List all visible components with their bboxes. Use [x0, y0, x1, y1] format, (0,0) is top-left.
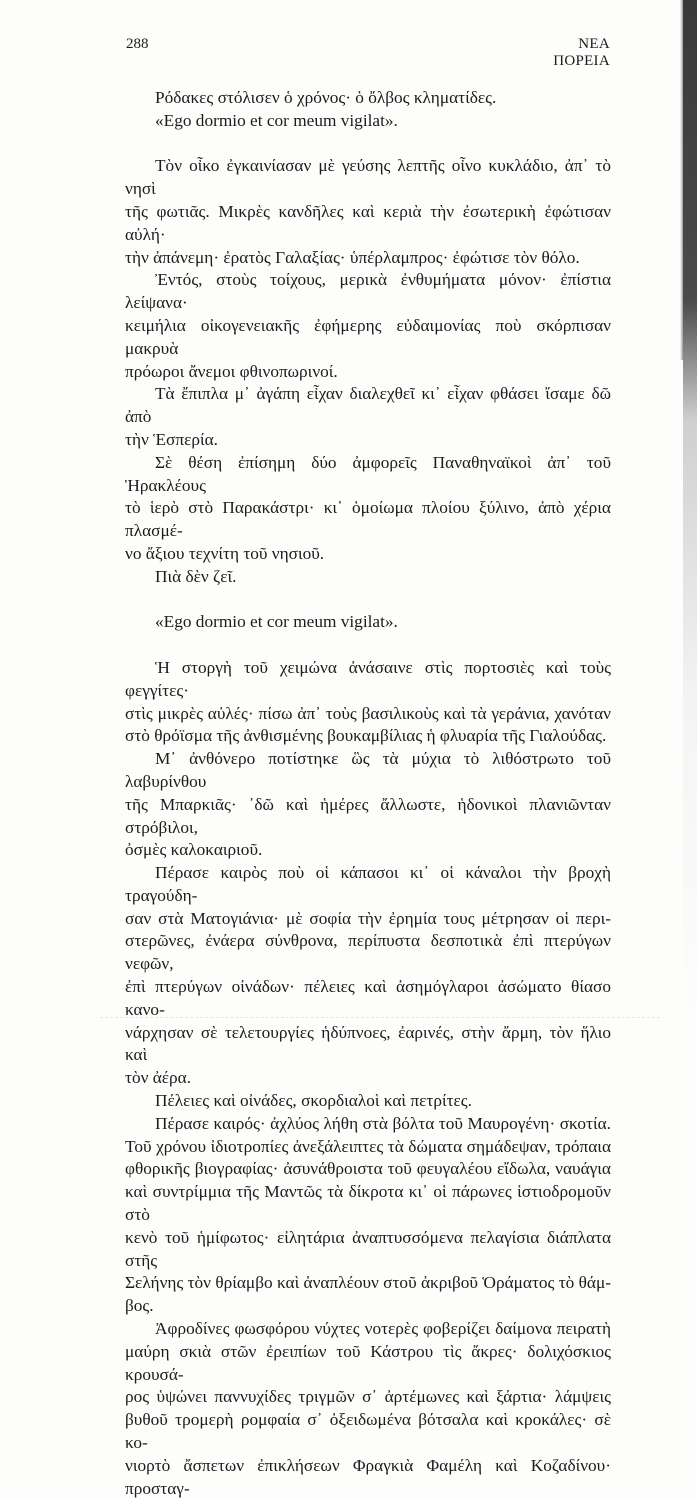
text-line: μαύρη σκιὰ στῶν ἐρειπίων τοῦ Κάστρου τὶς ἄκρες· δολιχόσκιος κρουσά-: [125, 1341, 611, 1384]
text-line: Ἐντός, στοὺς τοίχους, μερικὰ ἐνθυμήματα μόνον· ἐπίστια λείψανα·: [125, 270, 611, 313]
text-line: τὴν Ἑσπερία.: [125, 429, 218, 449]
text-line: Μ᾽ ἀνθόνερο ποτίστηκε ὣς τὰ μύχια τὸ λιθόστρωτο τοῦ λαβυρίνθου: [125, 749, 611, 791]
text-line: Πέρασε καιρὸς ποὺ οἱ κάπασοι κι᾽ οἱ κάναλοι τὴν βροχὴ τραγούδη-: [125, 863, 611, 905]
text-line: κενὸ τοῦ ἡμίφωτος· εἰλητάρια ἀναπτυσσόμενα πελαγίσια διάπλατα στῆς: [125, 1227, 611, 1270]
page-edge-shadow: [680, 0, 683, 360]
text-line: Πέρασε καιρός· ἀχλύος λήθη στὰ βόλτα τοῦ Μαυρογένη· σκοτία.: [155, 1113, 611, 1133]
text-line: Τοῦ χρόνου ἰδιοτροπίες ἀνεξάλειπτες τὰ δώματα σημάδεψαν, τρόπαια: [125, 1136, 611, 1156]
text-line: στερῶνες, ἐνάερα σύνθρονα, περίπυστα δεσποτικὰ ἐπὶ πτερύγων νεφῶν,: [125, 931, 611, 974]
text-line: Τὰ ἔπιπλα μ᾽ ἀγάπη εἶχαν διαλεχθεῖ κι᾽ εἶχαν φθάσει ἴσαμε δῶ ἀπὸ: [125, 384, 611, 427]
text-line: «Ego dormio et cor meum vigilat».: [155, 110, 398, 130]
book-binding-shadow: [683, 0, 697, 1024]
text-line: Ρόδακες στόλισεν ὁ χρόνος· ὁ ὄλβος κληματίδες.: [155, 88, 497, 107]
text-line: στὶς μικρὲς αὐλές· πίσω ἀπ᾽ τοὺς βασιλικοὺς καὶ τὰ γεράνια, χανόταν: [125, 703, 611, 723]
text-line: βος.: [125, 1296, 154, 1316]
text-line: τῆς Μπαρκιᾶς· ᾽δῶ καὶ ἡμέρες ἄλλωστε, ἡδονικοὶ πλανιῶνταν στρόβιλοι,: [125, 794, 611, 837]
text-line: ὀσμὲς καλοκαιριοῦ.: [125, 840, 263, 860]
text-line: νάρχησαν σὲ τελετουργίες ἡδύπνοες, ἐαρινές, στὴν ἄρμη, τὸν ἥλιο καὶ: [125, 1022, 611, 1065]
running-title: ΝΕΑ ΠΟΡΕΙΑ: [553, 36, 610, 69]
text-line: νιορτὸ ἄσπετων ἐπικλήσεων Φραγκιὰ Φαμέλη καὶ Κοζαδίνου· προσταγ-: [125, 1455, 611, 1498]
text-line: τὸν ἀέρα.: [125, 1068, 192, 1088]
text-line: τῆς φωτιᾶς. Μικρὲς κανδῆλες καὶ κεριὰ τὴν ἐσωτερικὴ ἐφώτισαν αὐλή·: [125, 201, 611, 244]
text-line: Τὸν οἶκο ἐγκαινίασαν μὲ γεύσης λεπτῆς οἶνο κυκλάδιο, ἀπ᾽ τὸ νησὶ: [125, 156, 611, 199]
text-line: ρος ὑψώνει παννυχίδες τριγμῶν σ᾽ ἀρτέμωνες καὶ ξάρτια· λάμψεις: [125, 1387, 611, 1407]
text-line: καὶ συντρίμμια τῆς Μαντῶς τὰ δίκροτα κι᾽ οἱ πάρωνες ἱστιοδρομοῦν στὸ: [125, 1182, 611, 1225]
text-line: Ἀφροδίνες φωσφόρου νύχτες νοτερὲς φοβερίζει δαίμονα πειρατὴ: [155, 1319, 611, 1339]
text-line: στὸ θρόϊσμα τῆς ἀνθισμένης βουκαμβίλιας ἡ φλυαρία τῆς Γιαλούδας.: [125, 726, 607, 746]
body-text: [125, 87, 611, 1500]
text-line: φθορικῆς βιογραφίας· ἀσυνάθροιστα τοῦ φευγαλέου εἴδωλα, ναυάγια: [125, 1159, 611, 1179]
text-line: τὴν ἀπάνεμη· ἐρατὸς Γαλαξίας· ὑπέρλαμπρος· ἐφώτισε τὸν θόλο.: [125, 247, 580, 267]
text-line: «Ego dormio et cor meum vigilat».: [155, 612, 398, 632]
text-line: πρόωροι ἄνεμοι φθινοπωρινοί.: [125, 361, 338, 381]
text-line: ἐπὶ πτερύγων οἰνάδων· πέλειες καὶ ἀσημόγλαροι ἀσώματο θίασο κανο-: [125, 977, 611, 1019]
blank-line: [125, 133, 611, 156]
scan-artifact-line: [100, 1017, 660, 1018]
text-line: βυθοῦ τρομερὴ ρομφαία σ᾽ ὀξειδωμένα βότσαλα καὶ κροκάλες· σὲ κο-: [125, 1410, 611, 1453]
text-line: τὸ ἱερὸ στὸ Παρακάστρι· κι᾽ ὁμοίωμα πλοίου ξύλινο, ἀπὸ χέρια πλασμέ-: [125, 498, 611, 541]
blank-line: [125, 589, 611, 612]
text-line: Πέλειες καὶ οἰνάδες, σκορδιαλοὶ καὶ πετρίτες.: [155, 1091, 472, 1111]
text-line: νο ἄξιου τεχνίτη τοῦ νησιοῦ.: [125, 543, 325, 563]
text-line: Σελήνης τὸν θρίαμβο καὶ ἀναπλέουν στοῦ ἀκριβοῦ Ὁράματος τὸ θάμ-: [125, 1273, 611, 1293]
text-line: Ἡ στοργὴ τοῦ χειμώνα ἀνάσαινε στὶς πορτοσιὲς καὶ τοὺς φεγγίτες·: [125, 657, 611, 700]
page-number: 288: [126, 36, 149, 52]
blank-line: [125, 634, 611, 657]
text-line: Σὲ θέση ἐπίσημη δύο ἀμφορεῖς Παναθηναϊκοὶ ἀπ᾽ τοῦ Ἡρακλέους: [125, 452, 611, 495]
text-line: Πιὰ δὲν ζεῖ.: [155, 566, 237, 586]
text-line: σαν στὰ Ματογιάνια· μὲ σοφία τὴν ἐρημία τους μέτρησαν οἱ περι-: [125, 908, 611, 928]
text-line: κειμήλια οἰκογενειακῆς ἐφήμερης εὐδαιμονίας ποὺ σκόρπισαν μακρυὰ: [125, 315, 611, 358]
